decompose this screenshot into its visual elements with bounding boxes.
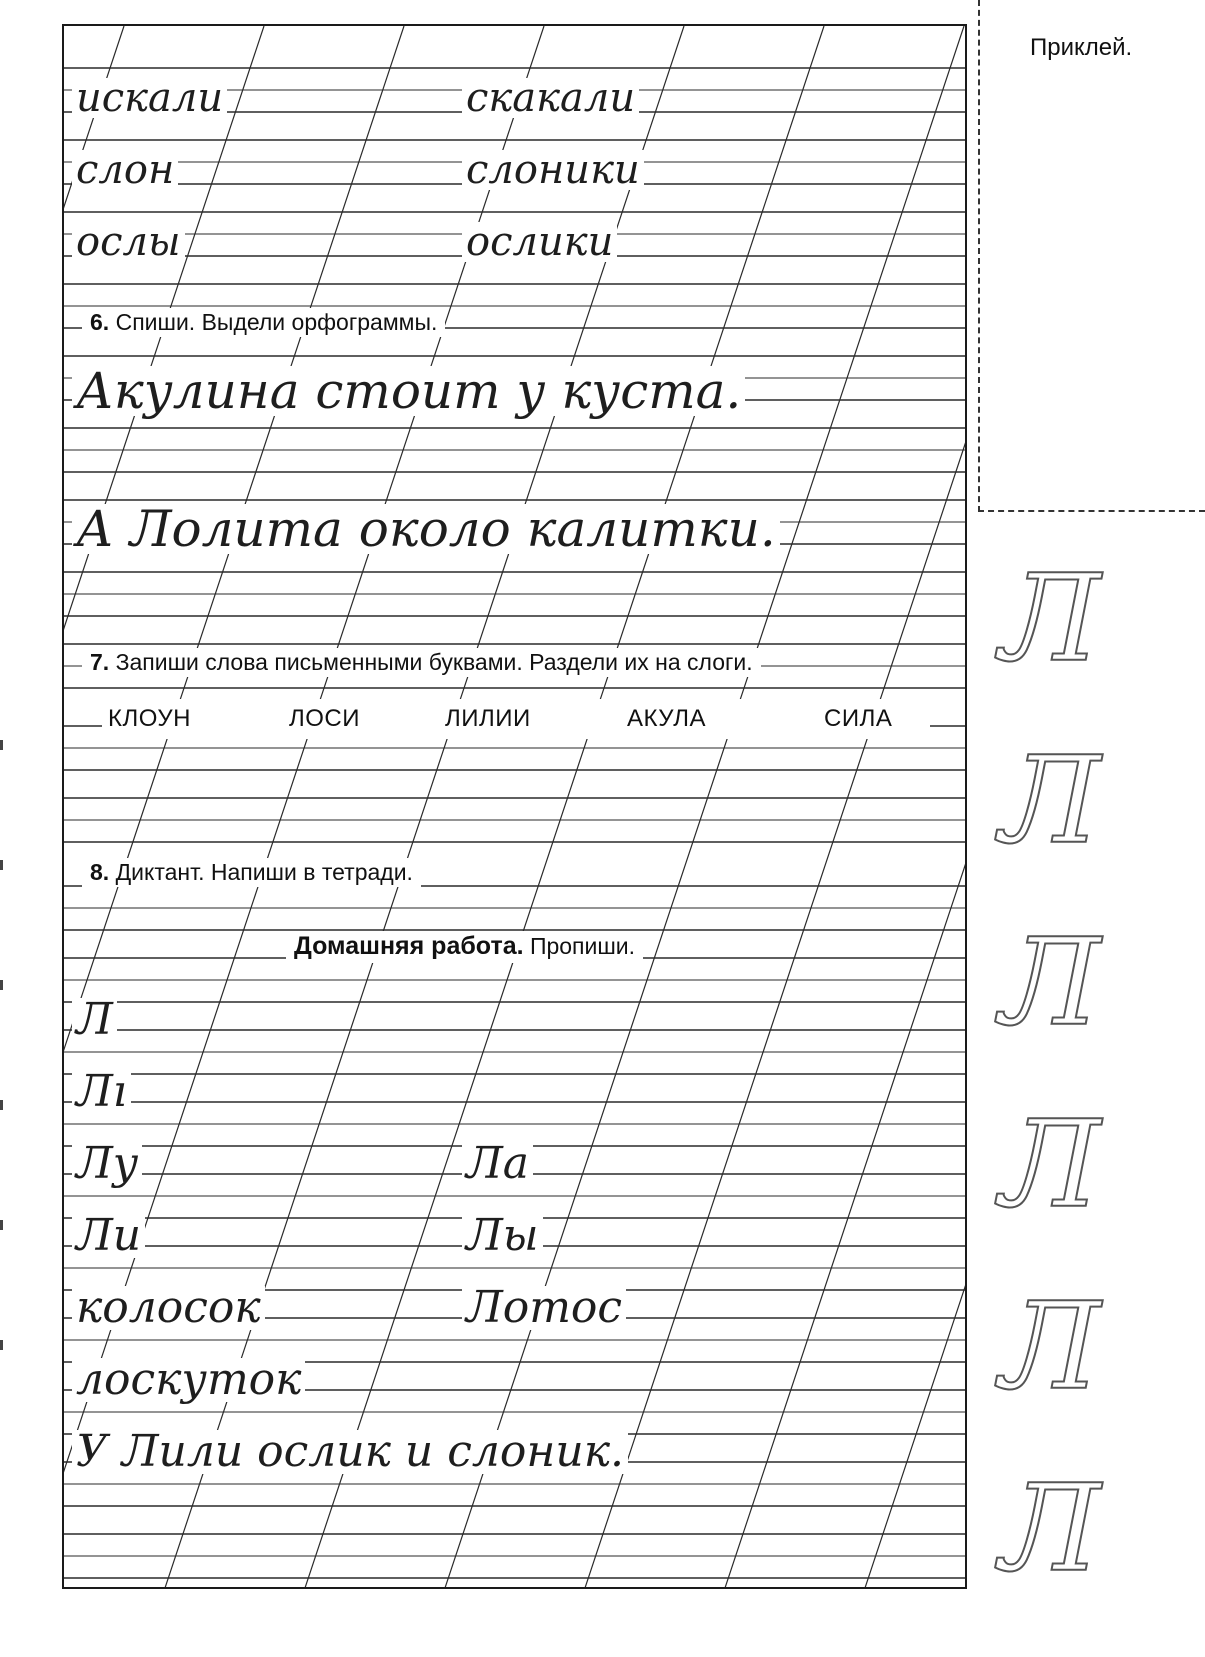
- copy-word: скакали: [462, 78, 639, 118]
- edge-tick: [0, 1220, 3, 1230]
- edge-tick: [0, 740, 3, 750]
- sample-letter: Л: [1000, 550, 1101, 689]
- paste-area: [972, 0, 1205, 510]
- homework-title: Домашняя работа.: [294, 932, 524, 960]
- task-instruction: Запиши слова письменными буквами. Раздели их на слоги.: [115, 649, 753, 675]
- task-6-heading: [82, 308, 445, 337]
- copy-sentence: А Лолита около калитки.: [72, 504, 780, 554]
- copy-word: ослики: [462, 222, 617, 262]
- task-number: 8.: [90, 859, 110, 885]
- homework-copy: Лу: [72, 1142, 142, 1186]
- sample-letter: Л: [1000, 732, 1101, 871]
- sample-letter: Л: [1000, 1460, 1101, 1599]
- homework-copy: У Лили ослик и слоник.: [72, 1430, 628, 1474]
- homework-instruction: Пропиши.: [529, 933, 636, 959]
- paste-label: Приклей.: [1030, 34, 1133, 61]
- homework-heading: [286, 931, 643, 963]
- copy-word: ослы: [72, 222, 185, 262]
- copy-word: слон: [72, 150, 178, 190]
- homework-copy: Лы: [462, 1214, 543, 1258]
- homework-copy: лоскуток: [72, 1358, 305, 1402]
- copy-word: слоники: [462, 150, 644, 190]
- task-number: 6.: [90, 309, 110, 335]
- homework-copy: Ла: [462, 1142, 533, 1186]
- homework-copy: Л: [72, 998, 117, 1042]
- homework-copy: Лотос: [462, 1286, 626, 1330]
- task-number: 7.: [90, 649, 110, 675]
- sample-letter: Л: [1000, 914, 1101, 1053]
- ruling-line: [724, 26, 967, 1589]
- sample-letter: Л: [1000, 1278, 1101, 1417]
- paste-area-border-horizontal: [978, 510, 1205, 512]
- word-bank: [102, 699, 930, 739]
- task-8-heading: [82, 858, 421, 887]
- bank-word: АКУЛА: [627, 705, 706, 732]
- edge-tick: [0, 1100, 3, 1110]
- copy-sentence: Акулина стоит у куста.: [72, 366, 745, 416]
- ruling-line: [584, 26, 967, 1589]
- homework-copy: Ли: [72, 1214, 145, 1258]
- edge-tick: [0, 980, 3, 990]
- sample-letter: Л: [1000, 1096, 1101, 1235]
- bank-word: СИЛА: [824, 705, 893, 732]
- ruling-line: [864, 26, 967, 1589]
- edge-tick: [0, 860, 3, 870]
- task-7-heading: [82, 648, 761, 677]
- task-instruction: Диктант. Напиши в тетради.: [115, 859, 413, 885]
- bank-word: ЛИЛИИ: [445, 705, 531, 732]
- task-instruction: Спиши. Выдели орфограммы.: [115, 309, 438, 335]
- bank-word: ЛОСИ: [289, 705, 360, 732]
- copy-word: искали: [72, 78, 227, 118]
- edge-tick: [0, 1340, 3, 1350]
- homework-copy: Лı: [72, 1070, 131, 1114]
- worksheet-frame: [62, 24, 967, 1589]
- homework-copy: колосок: [72, 1286, 265, 1330]
- bank-word: КЛОУН: [108, 705, 191, 732]
